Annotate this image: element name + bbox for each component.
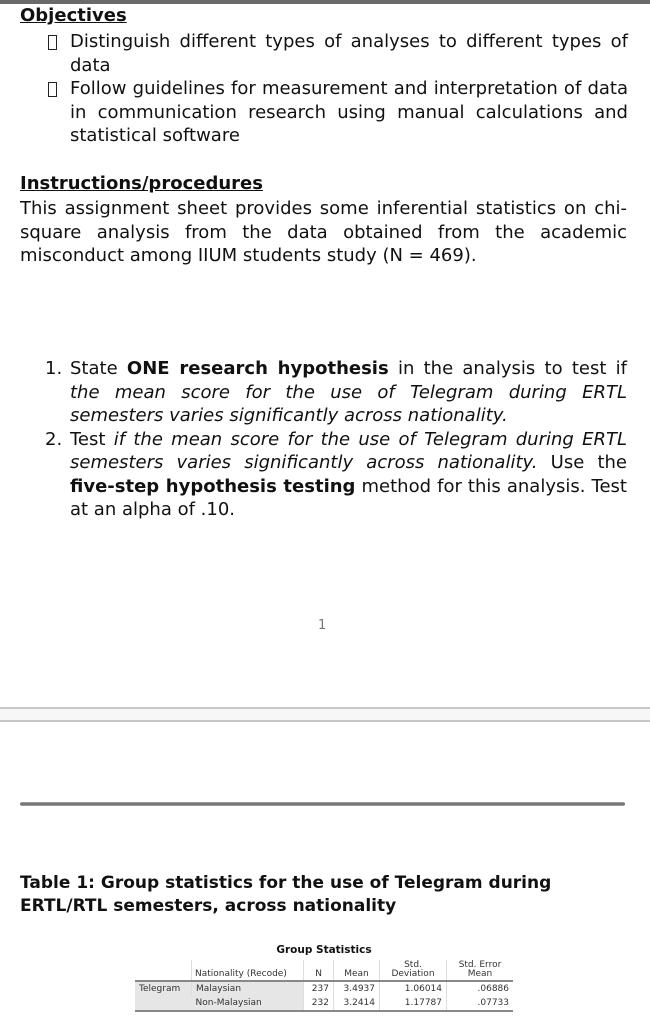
bullet-box-icon bbox=[48, 35, 57, 50]
objectives-heading: Objectives bbox=[20, 5, 127, 26]
instructions-text: This assignment sheet provides some inferential statistics on chi-square analysis from the data obtained from the academic misconduct among IIUM students study (N = 469). bbox=[20, 198, 627, 266]
table-row: Non-Malaysian 232 3.2414 1.17787 .07733 bbox=[135, 996, 513, 1011]
page-number: 1 bbox=[318, 618, 327, 633]
table-row: Telegram Malaysian 237 3.4937 1.06014 .06886 bbox=[135, 981, 513, 996]
table-caption: Table 1: Group statistics for the use of Telegram during ERTL/RTL semesters, across nationality bbox=[20, 873, 552, 916]
horizontal-rule bbox=[20, 802, 625, 806]
list-item: Follow guidelines for measurement and interpretation of data in communication research using manual calculations and statistical software bbox=[48, 77, 628, 148]
instructions-heading: Instructions/procedures bbox=[20, 173, 263, 194]
questions-list bbox=[45, 357, 627, 522]
bullet-box-icon bbox=[48, 82, 57, 97]
table-header-row: Nationality (Recode) N Mean Std. Deviation Std. Error Mean bbox=[135, 960, 513, 981]
page-break-band bbox=[0, 707, 650, 722]
table-title: Group Statistics bbox=[276, 944, 372, 956]
group-statistics-table bbox=[135, 944, 513, 1012]
objectives-list bbox=[48, 30, 628, 148]
top-border bbox=[0, 0, 650, 4]
list-item: Distinguish different types of analyses to different types of data bbox=[48, 30, 628, 77]
question-1: 1. State ONE research hypothesis in the analysis to test if the mean score for the use of Telegram during ERTL semesters varies significantly across nationality. bbox=[45, 358, 628, 426]
question-2: 2. Test if the mean score for the use of Telegram during ERTL semesters varies significantly across nationality. Use the five-step hypothesis testing method for this analysis. Test at an alpha of .10. bbox=[45, 428, 628, 520]
